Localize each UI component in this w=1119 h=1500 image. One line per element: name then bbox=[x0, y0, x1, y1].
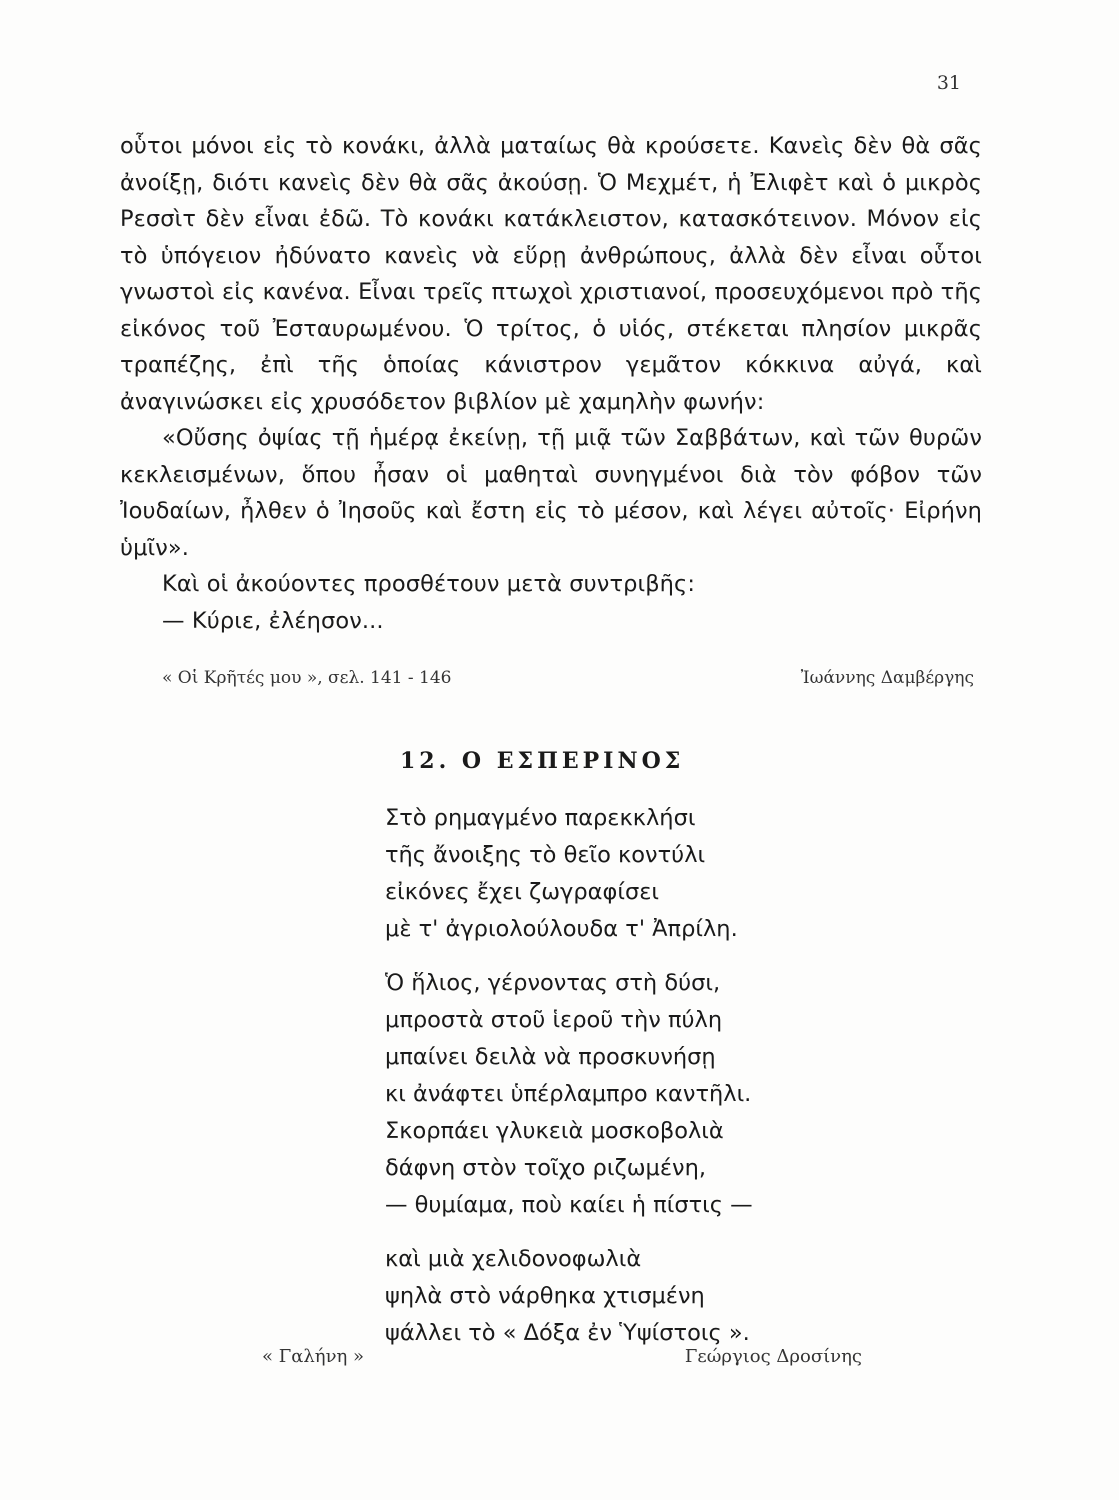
prose-paragraph-3: Καὶ οἱ ἀκούοντες προσθέτουν μετὰ συντριβῆς: bbox=[162, 571, 695, 597]
poem-verse: καὶ μιὰ χελιδονοφωλιὰ bbox=[385, 1246, 642, 1272]
poem-verse: μπαίνει δειλὰ νὰ προσκυνήσῃ bbox=[385, 1044, 716, 1070]
poem-verse: τῆς ἄνοιξης τὸ θεῖο κοντύλι bbox=[385, 842, 706, 868]
poem-stanza-2 bbox=[385, 965, 945, 1224]
poem-verse: Στὸ ρημαγμένο παρεκκλήσι bbox=[385, 805, 696, 831]
prose-paragraph-gospel-quote: «Οὔσης ὀψίας τῇ ἡμέρᾳ ἐκείνῃ, τῇ μιᾷ τῶν Σαββάτων, καὶ τῶν θυρῶν κεκλεισμένων, ὅπου ἦσαν οἱ μαθηταὶ συνηγμένοι διὰ τὸν φόβον τῶν Ἰουδαίων, ἦλθεν ὁ Ἰησοῦς καὶ ἔστη εἰς τὸ μέσον, καὶ λέγει αὐτοῖς· Εἰρήνη ὑμῖν». bbox=[120, 425, 982, 561]
poem-body bbox=[385, 800, 945, 1369]
prose-citation bbox=[162, 668, 974, 688]
citation-source: « Οἱ Κρῆτές μου », σελ. 141 - 146 bbox=[162, 668, 452, 688]
poem-citation bbox=[262, 1346, 862, 1367]
poem-author: Γεώργιος Δροσίνης bbox=[684, 1346, 862, 1367]
prose-passage bbox=[120, 128, 982, 639]
poem-verse: δάφνη στὸν τοῖχο ριζωμένη, bbox=[385, 1155, 706, 1181]
poem-verse: ψάλλει τὸ « Δόξα ἐν Ὑψίστοις ». bbox=[385, 1320, 750, 1346]
poem-verse: μὲ τ' ἀγριολούλουδα τ' Ἀπρίλη. bbox=[385, 916, 738, 942]
poem-title: 12. Ο ΕΣΠΕΡΙΝΟΣ bbox=[400, 748, 685, 774]
citation-author: Ἰωάννης Δαμβέργης bbox=[800, 668, 974, 688]
poem-source: « Γαλήνη » bbox=[262, 1346, 365, 1367]
poem-verse: εἰκόνες ἔχει ζωγραφίσει bbox=[385, 879, 659, 905]
poem-verse: — θυμίαμα, ποὺ καίει ἡ πίστις — bbox=[385, 1192, 753, 1218]
poem-stanza-3 bbox=[385, 1241, 945, 1352]
poem-verse: ψηλὰ στὸ νάρθηκα χτισμένη bbox=[385, 1283, 705, 1309]
page-number: 31 bbox=[936, 72, 961, 94]
poem-stanza-1 bbox=[385, 800, 945, 948]
poem-verse: κι ἀνάφτει ὑπέρλαμπρο καντῆλι. bbox=[385, 1081, 752, 1107]
prose-paragraph-1: οὗτοι μόνοι εἰς τὸ κονάκι, ἀλλὰ ματαίως θὰ κρούσετε. Κανεὶς δὲν θὰ σᾶς ἀνοίξῃ, διότι κανεὶς δὲν θὰ σᾶς ἀκούσῃ. Ὁ Μεχμέτ, ἡ Ἐλιφὲτ καὶ ὁ μικρὸς Ρεσσὶτ δὲν εἶναι ἐδῶ. Τὸ κονάκι κατάκλειστον, κατασκότεινον. Μόνον εἰς τὸ ὑπόγειον ἠδύνατο κανεὶς νὰ εὕρῃ ἀνθρώπους, ἀλλὰ δὲν εἶναι οὗτοι γνωστοὶ εἰς κανένα. Εἶναι τρεῖς πτωχοὶ χριστιανοί, προσευχόμενοι πρὸ τῆς εἰκόνος τοῦ Ἐσταυρωμένου. Ὁ τρίτος, ὁ υἱός, στέκεται πλησίον μικρᾶς τραπέζης, ἐπὶ τῆς ὁποίας κάνιστρον γεμᾶτον κόκκινα αὐγά, καὶ ἀναγινώσκει εἰς χρυσόδετον βιβλίον μὲ χαμηλὴν φωνήν: bbox=[120, 133, 982, 415]
poem-verse: μπροστὰ στοῦ ἱεροῦ τὴν πύλη bbox=[385, 1007, 723, 1033]
poem-verse: Ὁ ἥλιος, γέρνοντας στὴ δύσι, bbox=[385, 970, 721, 996]
prose-paragraph-kyrie: — Κύριε, ἐλέησον... bbox=[162, 607, 384, 634]
poem-verse: Σκορπάει γλυκειὰ μοσκοβολιὰ bbox=[385, 1118, 724, 1144]
